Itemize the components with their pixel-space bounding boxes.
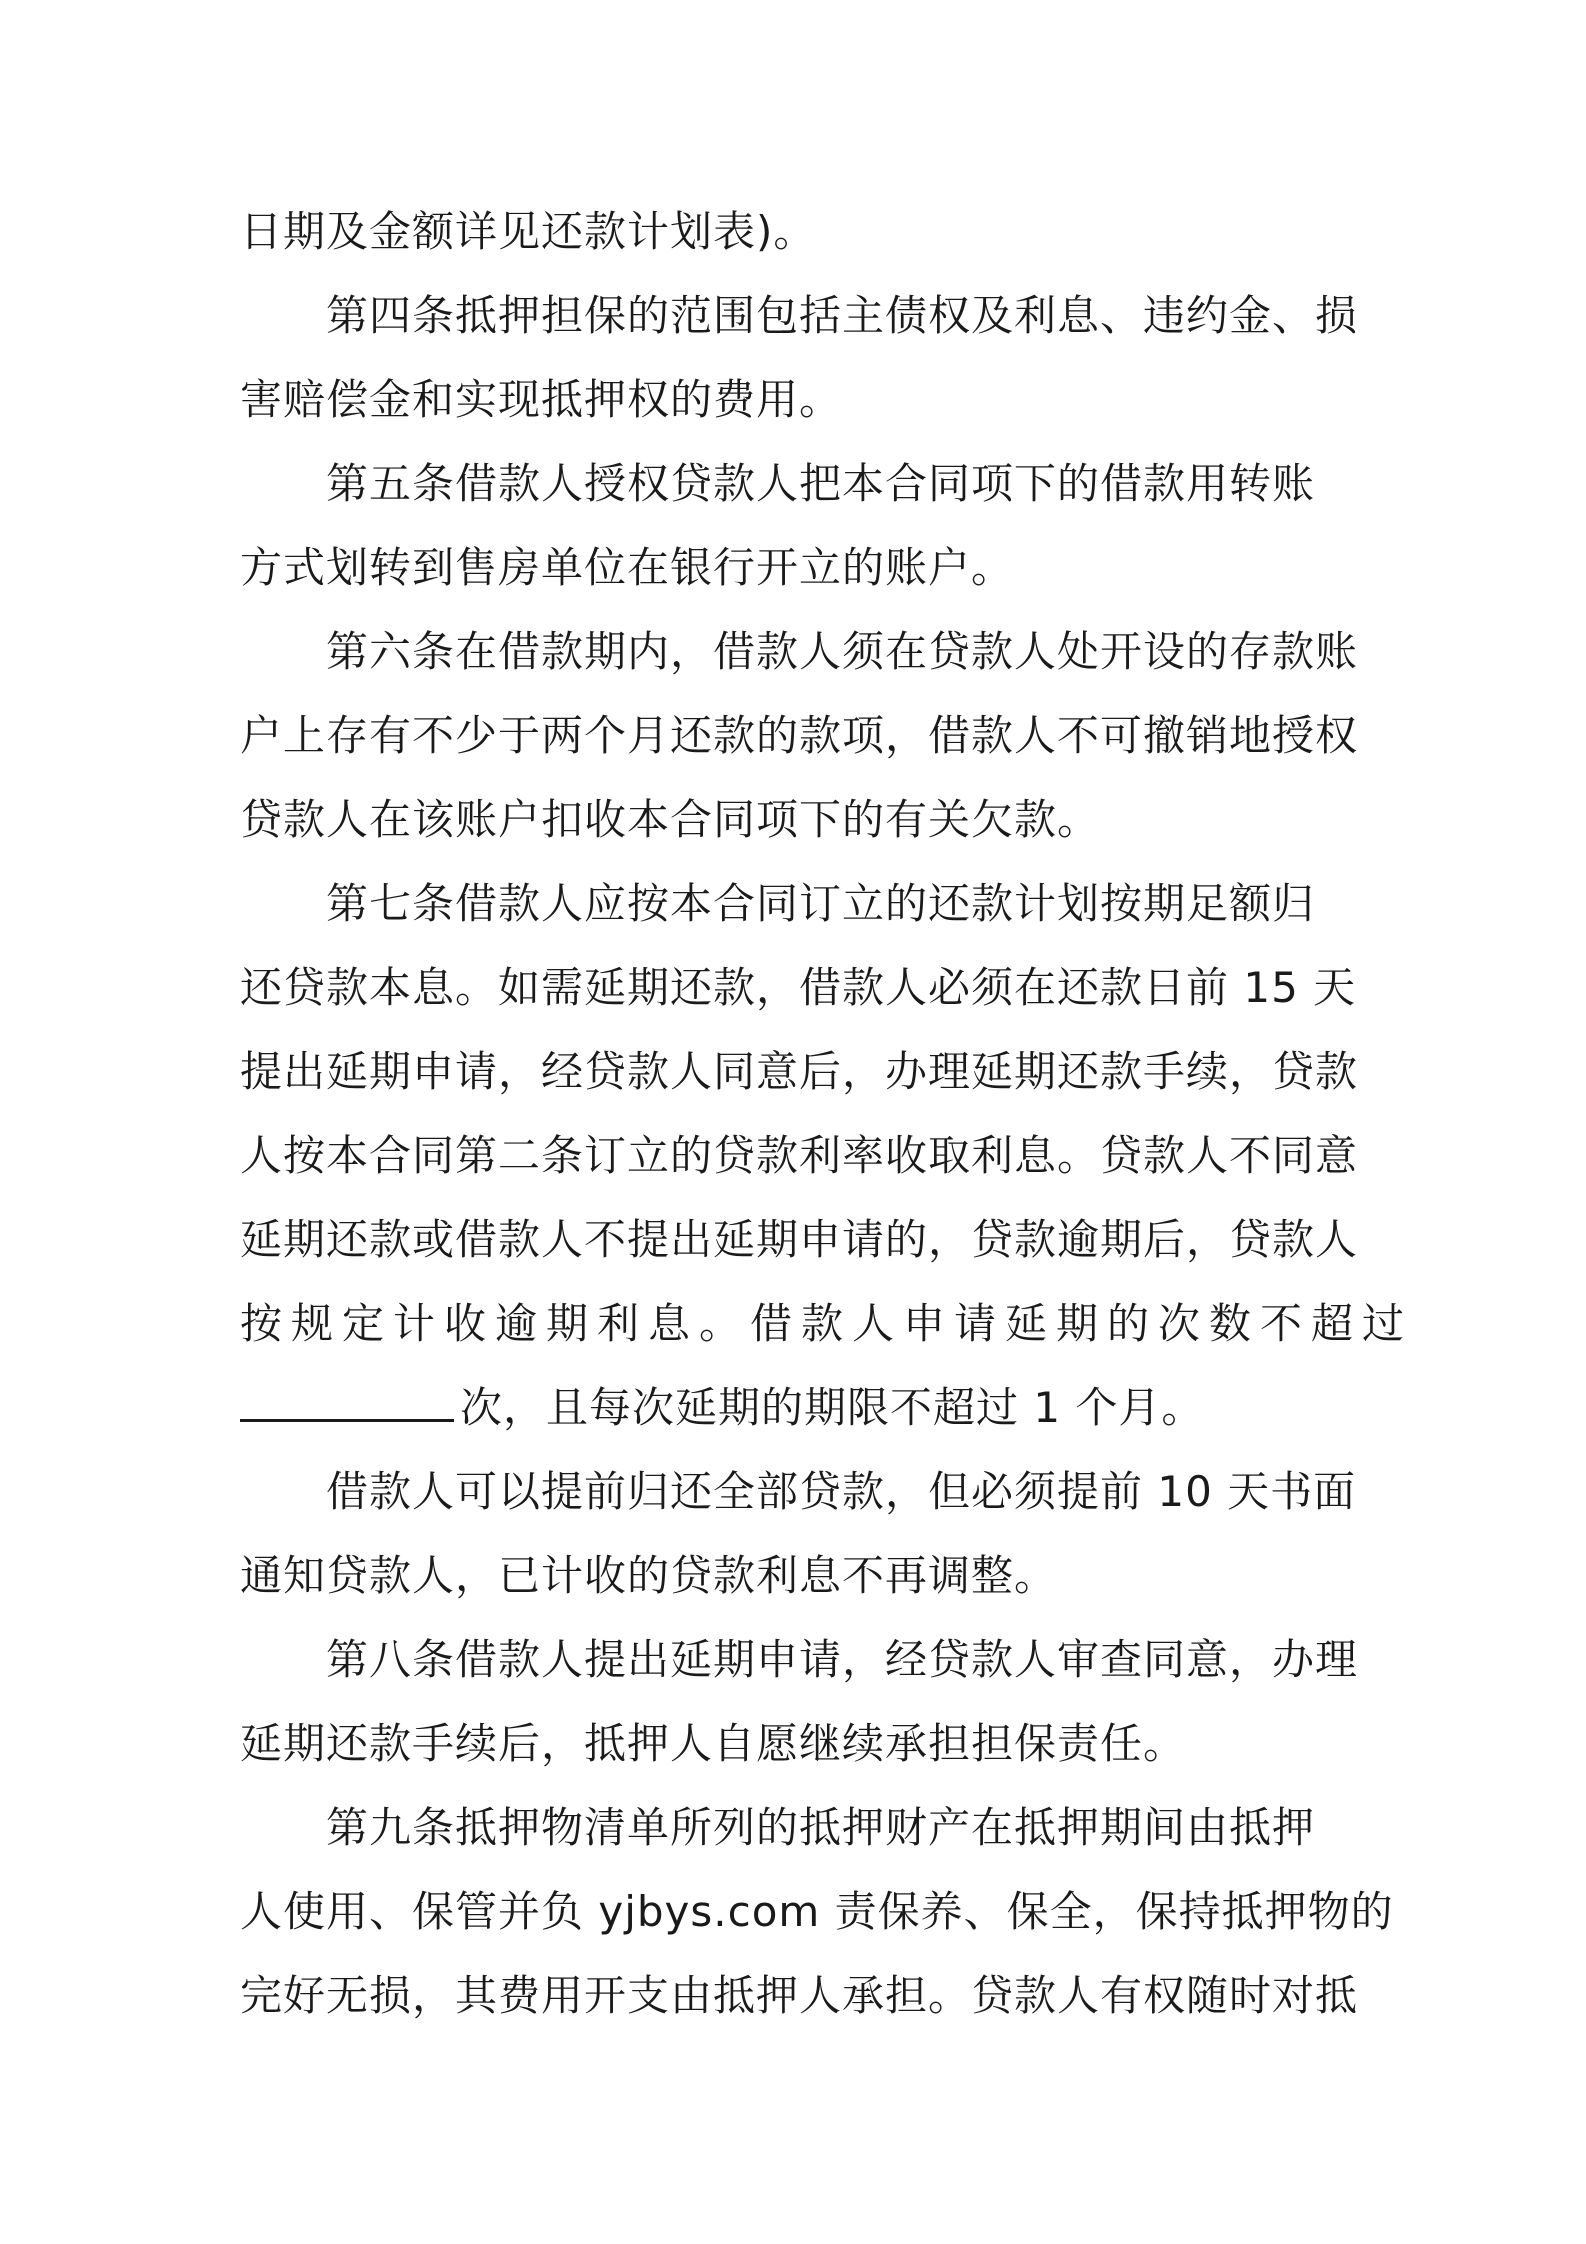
- text-line: 还贷款本息。如需延期还款，借款人必须在还款日前 15 天: [240, 963, 1357, 1012]
- document-body: [240, 190, 1414, 2038]
- text-line: 提出延期申请，经贷款人同意后，办理延期还款手续，贷款: [240, 1047, 1359, 1096]
- text-line: 第六条在借款期内，借款人须在贷款人处开设的存款账: [326, 627, 1359, 676]
- paragraph-article-7: [240, 862, 1414, 1450]
- paragraph-article-4: [240, 274, 1359, 442]
- text-line: 第五条借款人授权贷款人把本合同项下的借款用转账: [326, 459, 1316, 508]
- paragraph-article-8: [240, 1618, 1359, 1786]
- text-line: 方式划转到售房单位在银行开立的账户。: [240, 543, 1015, 592]
- text-line: 日期及金额详见还款计划表)。: [240, 207, 817, 256]
- text-line: 户上存有不少于两个月还款的款项，借款人不可撤销地授权: [240, 711, 1359, 760]
- text-after-blank: 次，且每次延期的期限不超过 1 个月。: [460, 1383, 1205, 1432]
- text-line: 人按本合同第二条订立的贷款利率收取利息。贷款人不同意: [240, 1131, 1359, 1180]
- text-line: 第八条借款人提出延期申请，经贷款人审查同意，办理: [326, 1635, 1359, 1684]
- paragraph-article-9: [240, 1786, 1394, 2038]
- text-line: 人使用、保管并负 yjbys.com 责保养、保全，保持抵押物的: [240, 1887, 1394, 1936]
- text-line: 第四条抵押担保的范围包括主债权及利息、违约金、损: [326, 291, 1359, 340]
- text-line: 第七条借款人应按本合同订立的还款计划按期足额归: [326, 879, 1316, 928]
- text-line: 第九条抵押物清单所列的抵押财产在抵押期间由抵押: [326, 1803, 1316, 1852]
- text-line: 完好无损，其费用开支由抵押人承担。贷款人有权随时对抵: [240, 1971, 1359, 2020]
- paragraph-article-6: [240, 610, 1359, 862]
- text-line: 贷款人在该账户扣收本合同项下的有关欠款。: [240, 795, 1101, 844]
- fill-in-blank: [240, 1373, 454, 1422]
- text-line: 延期还款手续后，抵押人自愿继续承担担保责任。: [240, 1719, 1187, 1768]
- text-line: 害赔偿金和实现抵押权的费用。: [240, 375, 843, 424]
- text-line: 通知贷款人，已计收的贷款利息不再调整。: [240, 1551, 1058, 1600]
- text-line-with-blank: [240, 1366, 1350, 1450]
- paragraph-continuation: [240, 190, 1350, 274]
- text-line: 延期还款或借款人不提出延期申请的，贷款逾期后，贷款人: [240, 1215, 1359, 1264]
- text-line: 按规定计收逾期利息。借款人申请延期的次数不超过: [240, 1299, 1414, 1348]
- paragraph-early-repayment: [240, 1450, 1357, 1618]
- text-line: 借款人可以提前归还全部贷款，但必须提前 10 天书面: [326, 1467, 1357, 1516]
- paragraph-article-5: [240, 442, 1350, 610]
